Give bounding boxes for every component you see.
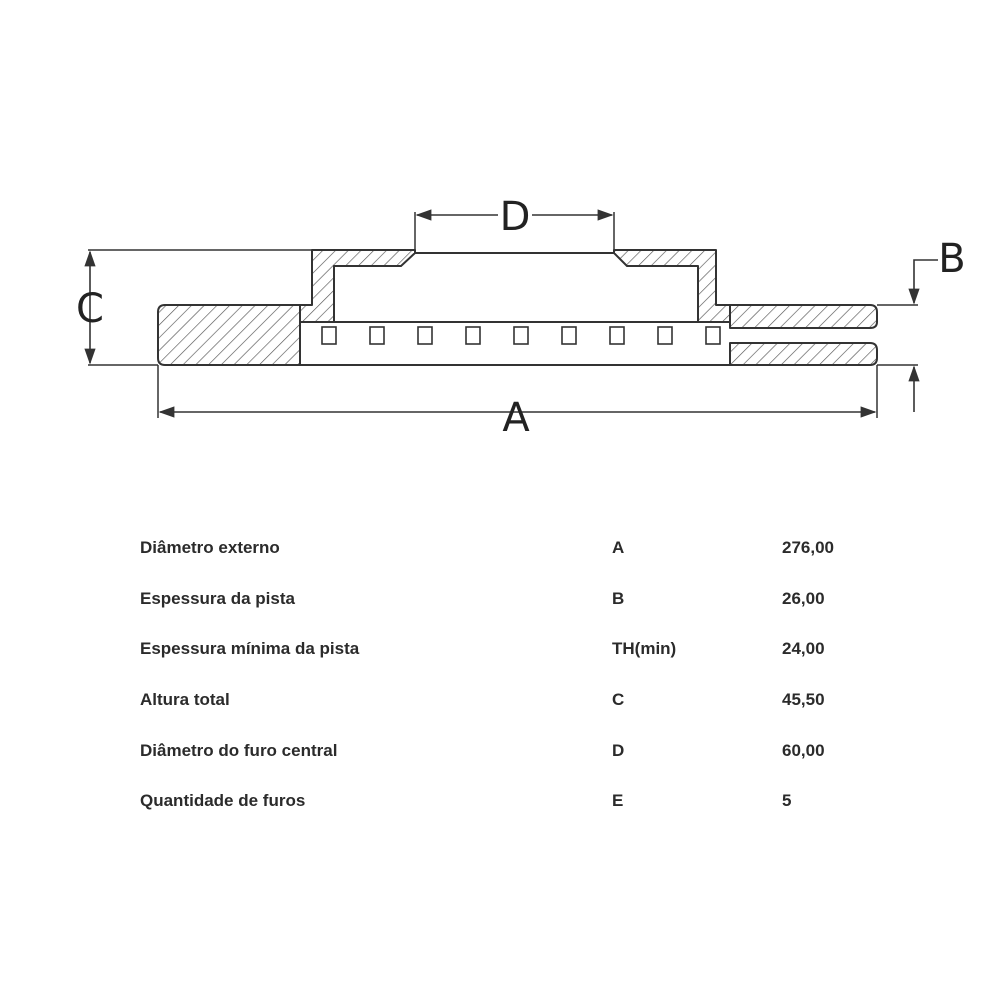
- dimension-label-b: B: [938, 236, 966, 282]
- vent-hole: [466, 327, 480, 344]
- table-row: [140, 725, 900, 776]
- ventilation-holes: [322, 327, 720, 344]
- hat-section: [300, 250, 730, 322]
- spec-value: 276,00: [782, 538, 834, 558]
- right-upper-plate-section: [730, 305, 877, 328]
- dimension-label-d: D: [499, 194, 531, 240]
- spec-value: 26,00: [782, 588, 825, 608]
- vent-hole: [322, 327, 336, 344]
- spec-code: B: [612, 588, 625, 608]
- spec-value: 5: [782, 791, 792, 811]
- left-rim-section: [158, 305, 300, 365]
- table-row: [140, 574, 900, 625]
- vent-hole: [370, 327, 384, 344]
- specification-table: [140, 523, 900, 827]
- spec-code: A: [612, 538, 625, 558]
- table-row: [140, 523, 900, 574]
- spec-value: 24,00: [782, 639, 825, 659]
- vent-hole: [706, 327, 720, 344]
- spec-code: C: [612, 690, 625, 710]
- spec-name: Espessura da pista: [140, 588, 295, 608]
- vent-hole: [418, 327, 432, 344]
- spec-name: Altura total: [140, 690, 230, 710]
- table-row: [140, 776, 900, 827]
- vent-hole: [610, 327, 624, 344]
- table-row: [140, 675, 900, 726]
- spec-name: Diâmetro do furo central: [140, 740, 338, 760]
- table-row: [140, 624, 900, 675]
- spec-value: 45,50: [782, 690, 825, 710]
- spec-name: Diâmetro externo: [140, 538, 280, 558]
- spec-name: Espessura mínima da pista: [140, 639, 360, 659]
- spec-value: 60,00: [782, 740, 825, 760]
- dim-b-top-arrow: [914, 260, 938, 303]
- vent-hole: [562, 327, 576, 344]
- spec-code: D: [612, 740, 625, 760]
- right-lower-plate-section: [730, 343, 877, 365]
- dimension-label-a: A: [502, 395, 530, 441]
- dimension-label-c: C: [76, 286, 104, 332]
- disc-section: [158, 250, 877, 365]
- spec-name: Quantidade de furos: [140, 791, 306, 811]
- vent-hole: [514, 327, 528, 344]
- spec-code: TH(min): [612, 639, 677, 659]
- vent-hole: [658, 327, 672, 344]
- brake-disc-section-drawing: [0, 0, 1000, 470]
- spec-code: E: [612, 791, 624, 811]
